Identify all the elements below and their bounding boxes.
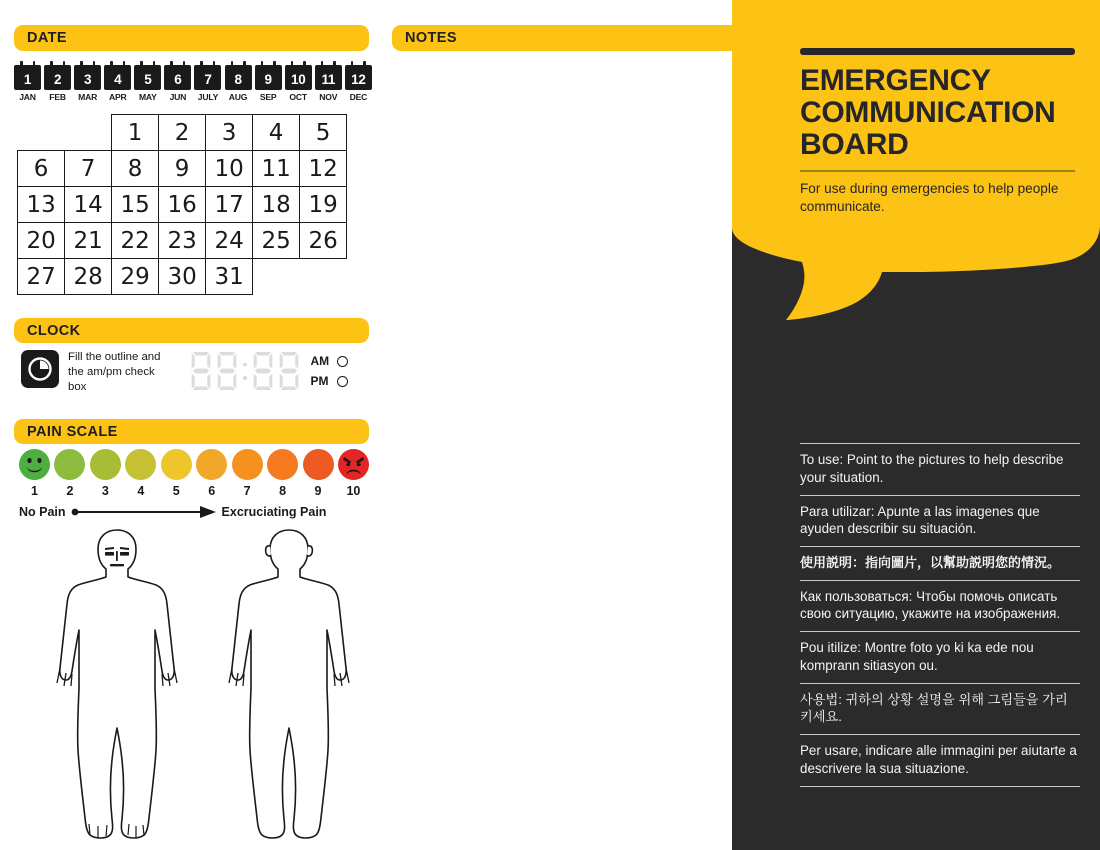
month-number: 5 bbox=[144, 72, 152, 87]
pain-level-5[interactable] bbox=[161, 449, 192, 485]
ampm-selector bbox=[311, 350, 348, 392]
pain-number-label: 1 bbox=[31, 484, 38, 498]
right-panel bbox=[732, 0, 1100, 850]
month-number: 4 bbox=[114, 72, 122, 87]
pain-level-1[interactable] bbox=[19, 449, 50, 485]
calendar-icon bbox=[345, 65, 372, 90]
day-number-grid bbox=[18, 115, 347, 295]
day-cell[interactable]: 19 bbox=[299, 186, 347, 223]
calendar-icon bbox=[255, 65, 282, 90]
pain-number-label: 4 bbox=[137, 484, 145, 498]
pain-dot bbox=[90, 449, 121, 480]
pain-dot bbox=[196, 449, 227, 480]
pain-level-2[interactable] bbox=[54, 449, 85, 485]
instruction-item: 사용법: 귀하의 상황 설명을 위해 그림들을 가리키세요. bbox=[800, 683, 1080, 734]
month-number: 10 bbox=[290, 72, 306, 87]
day-cell[interactable]: 7 bbox=[64, 150, 112, 187]
day-cell[interactable]: 22 bbox=[111, 222, 159, 259]
month-number: 7 bbox=[204, 72, 212, 87]
month-option-may[interactable] bbox=[134, 60, 161, 106]
month-name: DEC bbox=[349, 92, 368, 102]
pain-scale-arrow-row bbox=[19, 502, 374, 522]
day-cell[interactable]: 11 bbox=[252, 150, 300, 187]
pain-dot bbox=[54, 449, 85, 480]
pain-level-10[interactable] bbox=[338, 449, 369, 485]
month-option-jun[interactable] bbox=[164, 60, 191, 106]
calendar-icon bbox=[285, 65, 312, 90]
day-cell[interactable]: 3 bbox=[205, 114, 253, 151]
am-checkbox[interactable] bbox=[337, 356, 348, 367]
instruction-item: To use: Point to the pictures to help describe your situation. bbox=[800, 443, 1080, 495]
month-option-feb[interactable] bbox=[44, 60, 71, 106]
pain-scale-numbers bbox=[19, 484, 369, 498]
month-option-oct[interactable] bbox=[285, 60, 312, 106]
month-selector bbox=[14, 60, 372, 106]
pain-number-label: 7 bbox=[243, 484, 251, 498]
pain-dot bbox=[303, 449, 334, 480]
segment-digit-1 bbox=[188, 350, 214, 392]
date-section-label: DATE bbox=[27, 30, 67, 46]
day-cell[interactable]: 5 bbox=[299, 114, 347, 151]
month-number: 8 bbox=[234, 72, 242, 87]
title-rule-bottom bbox=[800, 170, 1075, 171]
month-option-nov[interactable] bbox=[315, 60, 342, 106]
clock-instructions: Fill the outline and the am/pm check box bbox=[68, 351, 161, 394]
clock-section-header bbox=[14, 318, 369, 343]
day-cell[interactable]: 14 bbox=[64, 186, 112, 223]
month-option-july[interactable] bbox=[194, 60, 221, 106]
notes-writing-area[interactable] bbox=[392, 55, 722, 835]
notes-section-label: NOTES bbox=[405, 30, 457, 46]
month-name: JULY bbox=[197, 92, 219, 102]
segment-digit-2 bbox=[214, 350, 240, 392]
day-cell[interactable]: 23 bbox=[158, 222, 206, 259]
day-cell[interactable]: 31 bbox=[205, 258, 253, 295]
day-cell[interactable]: 13 bbox=[17, 186, 65, 223]
calendar-icon bbox=[74, 65, 101, 90]
pain-low-label: No Pain bbox=[19, 505, 66, 519]
pain-scale-section-header bbox=[14, 419, 369, 444]
month-name: FEB bbox=[49, 92, 66, 102]
pain-number-label: 6 bbox=[208, 484, 216, 498]
instructions-list bbox=[800, 443, 1080, 787]
day-cell[interactable]: 8 bbox=[111, 150, 159, 187]
day-cell[interactable]: 25 bbox=[252, 222, 300, 259]
day-cell[interactable]: 16 bbox=[158, 186, 206, 223]
pain-scale-dots bbox=[19, 449, 369, 485]
instruction-item: Per usare, indicare alle immagini per aiutarte a descrivere la sua situazione. bbox=[800, 734, 1080, 787]
clock-row bbox=[21, 350, 371, 400]
instruction-item: Как пользоваться: Чтобы помочь описать свою ситуацию, укажите на изображения. bbox=[800, 580, 1080, 632]
month-number: 12 bbox=[351, 72, 366, 87]
segment-colon bbox=[243, 351, 247, 391]
month-number: 9 bbox=[264, 72, 272, 87]
day-cell[interactable]: 10 bbox=[205, 150, 253, 187]
pain-scale-arrow bbox=[70, 504, 218, 520]
day-cell[interactable]: 27 bbox=[17, 258, 65, 295]
segment-digit-3 bbox=[250, 350, 276, 392]
day-cell-empty bbox=[17, 114, 65, 151]
month-number: 11 bbox=[321, 72, 336, 87]
pain-number-label: 2 bbox=[66, 484, 74, 498]
calendar-icon bbox=[164, 65, 191, 90]
month-name: NOV bbox=[319, 92, 338, 102]
pm-checkbox[interactable] bbox=[337, 376, 348, 387]
month-option-jan[interactable] bbox=[14, 60, 41, 106]
pm-label: PM bbox=[310, 374, 329, 388]
day-cell[interactable]: 29 bbox=[111, 258, 159, 295]
pain-number-label: 9 bbox=[314, 484, 322, 498]
day-cell[interactable]: 2 bbox=[158, 114, 206, 151]
pain-high-label: Excruciating Pain bbox=[221, 505, 327, 519]
clock-section-label: CLOCK bbox=[27, 322, 81, 339]
instruction-item: Pou itilize: Montre foto yo ki ka ede nou komprann sitiasyon ou. bbox=[800, 631, 1080, 683]
pain-level-8[interactable] bbox=[267, 449, 298, 485]
calendar-icon bbox=[225, 65, 252, 90]
day-cell[interactable]: 1 bbox=[111, 114, 159, 151]
calendar-icon bbox=[315, 65, 342, 90]
day-cell[interactable]: 4 bbox=[252, 114, 300, 151]
day-cell[interactable]: 15 bbox=[111, 186, 159, 223]
body-diagram-back bbox=[229, 530, 349, 838]
pain-number-label: 3 bbox=[101, 484, 109, 498]
month-name: JUN bbox=[169, 92, 187, 102]
pain-level-7[interactable] bbox=[232, 449, 263, 485]
clock-segment-display[interactable] bbox=[188, 350, 302, 392]
pm-option[interactable] bbox=[311, 371, 348, 391]
month-name: JAN bbox=[19, 92, 36, 102]
month-name: SEP bbox=[259, 92, 277, 102]
pain-level-4[interactable] bbox=[125, 449, 156, 485]
title-rule-top bbox=[800, 48, 1075, 55]
month-option-mar[interactable] bbox=[74, 60, 101, 106]
calendar-icon bbox=[14, 65, 41, 90]
am-label: AM bbox=[310, 354, 330, 368]
day-cell[interactable]: 6 bbox=[17, 150, 65, 187]
pain-level-9[interactable] bbox=[303, 449, 334, 485]
day-cell[interactable]: 28 bbox=[64, 258, 112, 295]
month-number: 1 bbox=[23, 72, 32, 87]
angry-face-icon bbox=[338, 449, 369, 480]
page-title: EMERGENCY COMMUNICATION BOARD bbox=[800, 64, 1056, 162]
month-name: MAR bbox=[78, 92, 98, 102]
month-option-apr[interactable] bbox=[104, 60, 131, 106]
month-number: 3 bbox=[84, 72, 92, 87]
pain-dot bbox=[125, 449, 156, 480]
calendar-icon bbox=[44, 65, 71, 90]
day-cell[interactable]: 26 bbox=[299, 222, 347, 259]
month-name: MAY bbox=[138, 92, 157, 102]
month-number: 6 bbox=[174, 72, 182, 87]
page-subtitle: For use during emergencies to help people communicate. bbox=[800, 180, 1059, 214]
month-name: AUG bbox=[228, 92, 248, 102]
notes-section-header bbox=[392, 25, 742, 51]
calendar-icon bbox=[194, 65, 221, 90]
body-diagram-front bbox=[57, 530, 177, 838]
day-cell[interactable]: 17 bbox=[205, 186, 253, 223]
day-cell-empty bbox=[64, 114, 112, 151]
month-name: APR bbox=[108, 92, 127, 102]
calendar-icon bbox=[104, 65, 131, 90]
day-cell[interactable]: 21 bbox=[64, 222, 112, 259]
am-option[interactable] bbox=[311, 351, 348, 371]
body-diagrams bbox=[20, 528, 380, 848]
pain-dot bbox=[267, 449, 298, 480]
pain-scale-section-label: PAIN SCALE bbox=[27, 423, 118, 440]
pain-number-label: 5 bbox=[172, 484, 180, 498]
day-cell[interactable]: 18 bbox=[252, 186, 300, 223]
month-option-aug[interactable] bbox=[225, 60, 252, 106]
instruction-item: 使用説明：指向圖片，以幫助説明您的情況。 bbox=[800, 546, 1080, 579]
happy-face-icon bbox=[19, 449, 50, 480]
day-cell[interactable]: 24 bbox=[205, 222, 253, 259]
pain-level-3[interactable] bbox=[90, 449, 121, 485]
month-number: 2 bbox=[53, 72, 62, 87]
pain-number-label: 8 bbox=[279, 484, 287, 498]
day-cell[interactable]: 20 bbox=[17, 222, 65, 259]
pain-level-6[interactable] bbox=[196, 449, 227, 485]
instruction-item: Para utilizar: Apunte a las imagenes que ayuden describir su situación. bbox=[800, 495, 1080, 547]
pain-dot bbox=[232, 449, 263, 480]
pain-dot bbox=[161, 449, 192, 480]
day-cell[interactable]: 12 bbox=[299, 150, 347, 187]
month-option-sep[interactable] bbox=[255, 60, 282, 106]
date-section-header bbox=[14, 25, 369, 51]
clock-icon bbox=[21, 350, 59, 388]
month-option-dec[interactable] bbox=[345, 60, 372, 106]
calendar-icon bbox=[134, 65, 161, 90]
month-name: OCT bbox=[289, 92, 307, 102]
segment-digit-4 bbox=[276, 350, 302, 392]
day-cell[interactable]: 9 bbox=[158, 150, 206, 187]
title-block bbox=[800, 48, 1075, 216]
pain-number-label: 10 bbox=[346, 484, 361, 498]
day-cell[interactable]: 30 bbox=[158, 258, 206, 295]
